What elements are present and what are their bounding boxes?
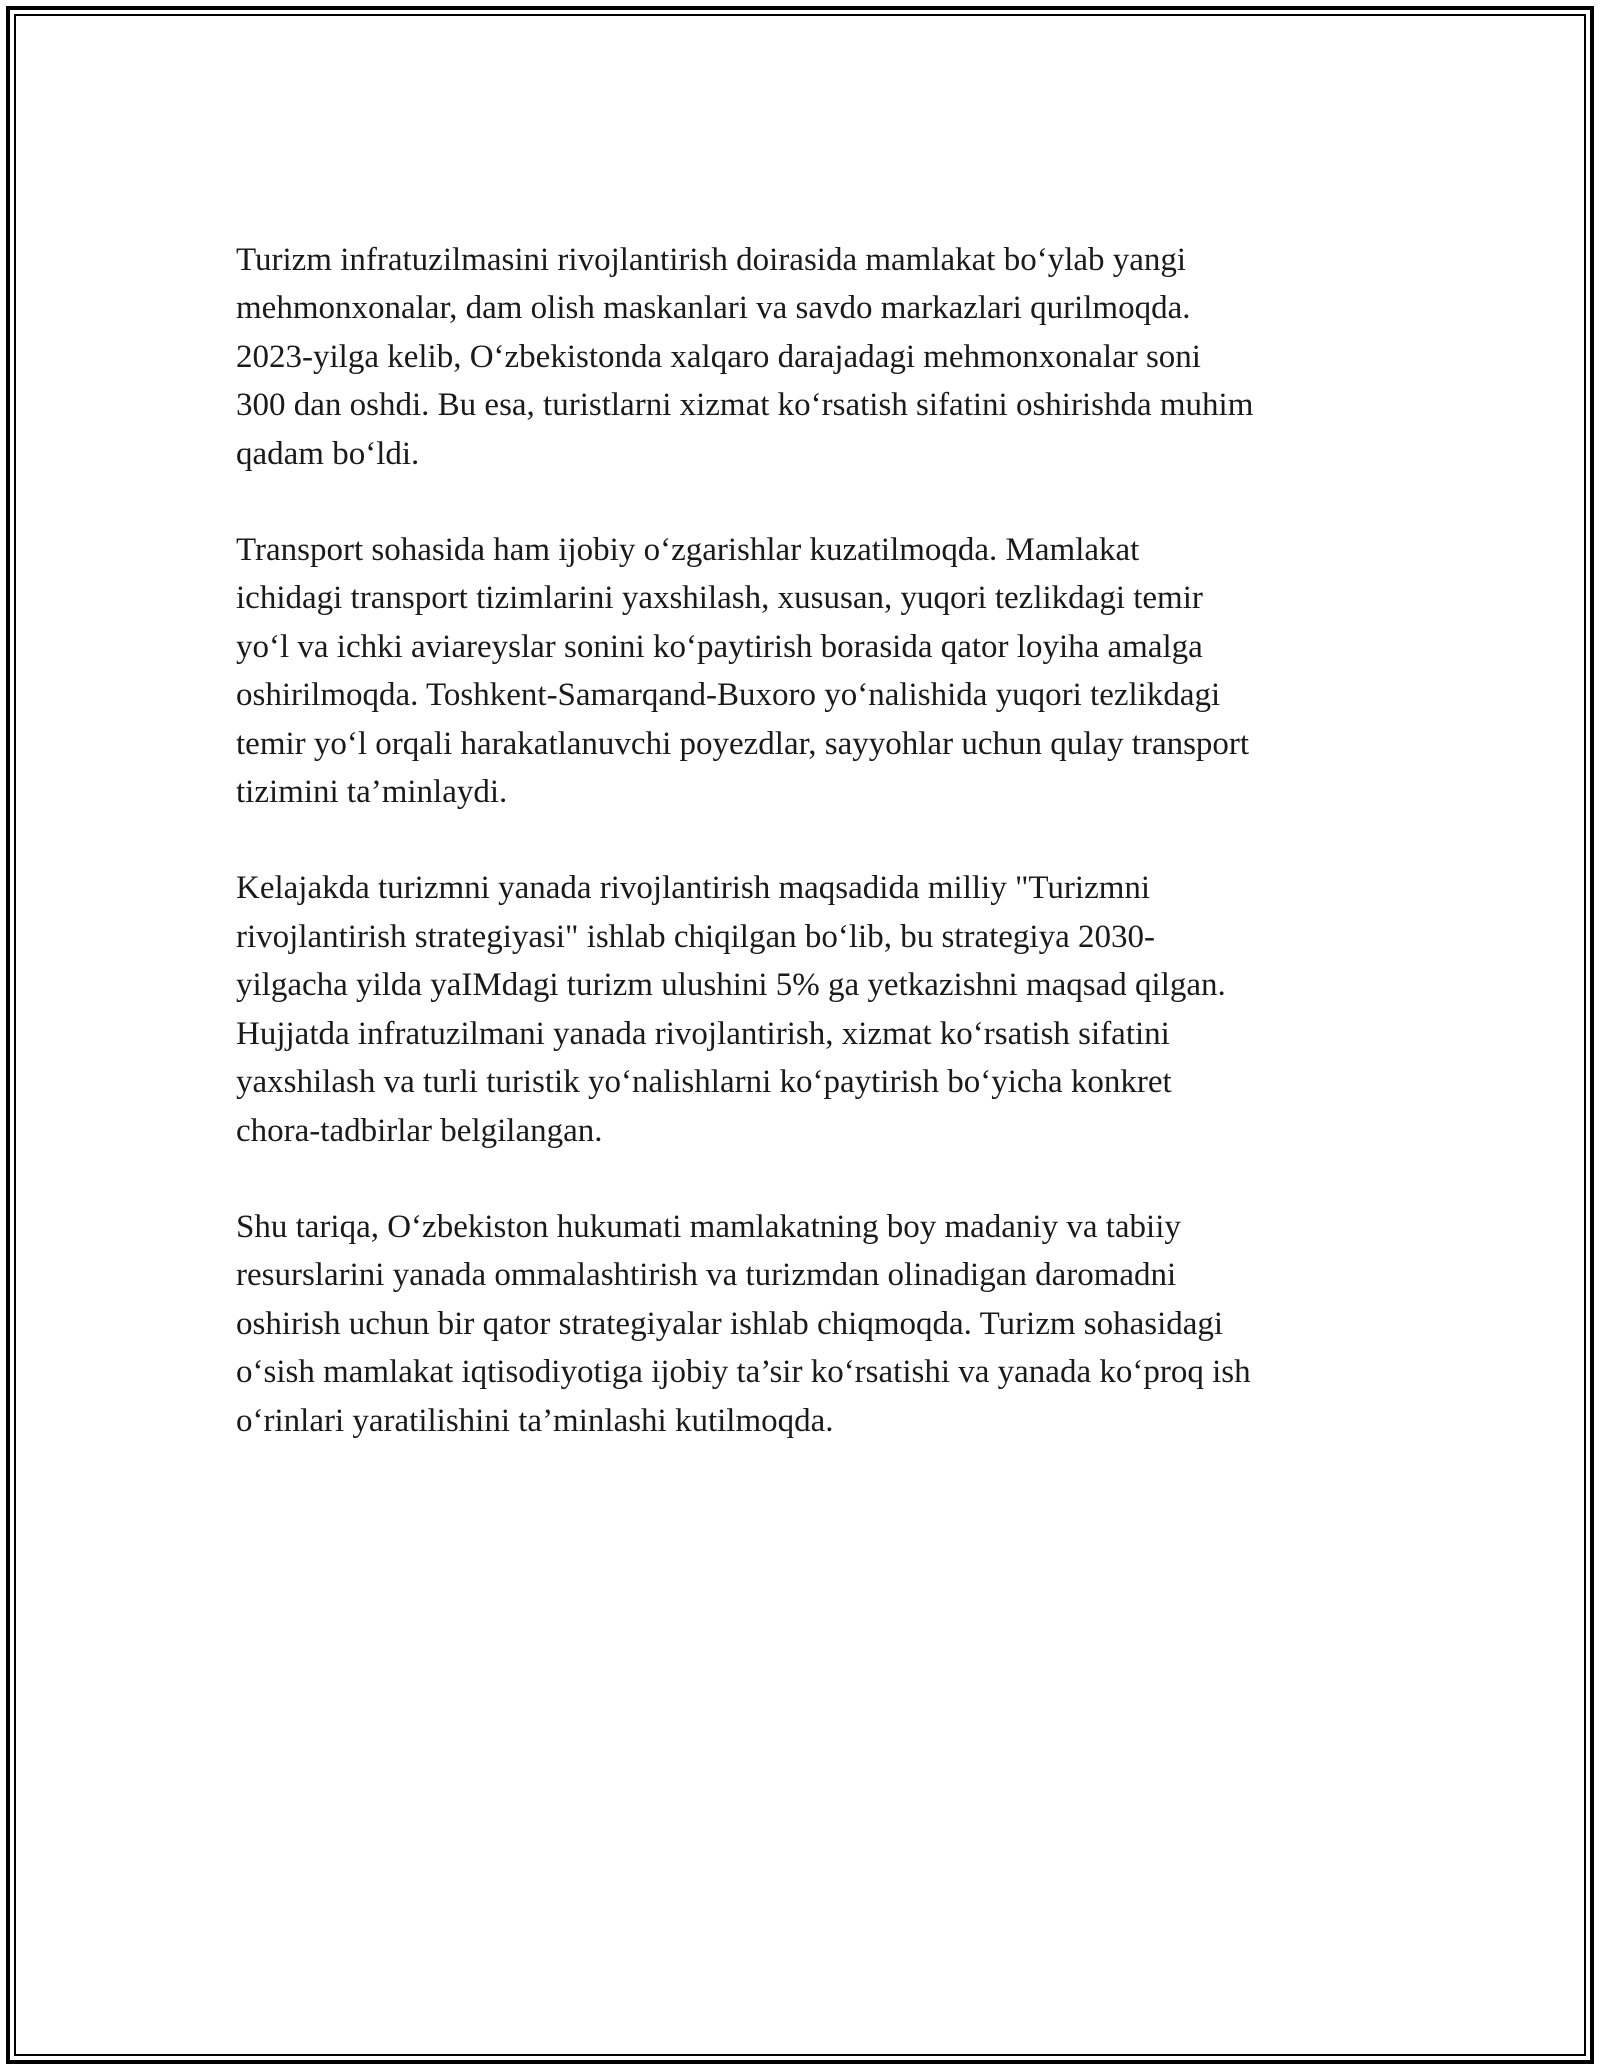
paragraph-transport: Transport sohasida ham ijobiy o‘zgarishlar kuzatilmoqda. Mamlakat ichidagi transport tizimlarini yaxshilash, xususan, yuqori tezlikdagi temir yo‘l va ichki aviareyslar sonini ko‘paytirish borasida qator loyiha amalga oshirilmoqda. Toshkent-Samarqand-Buxoro yo‘nalishida yuqori tezlikdagi temir yo‘l orqali harakatlanuvchi poyezdlar, sayyohlar uchun qulay transport tizimini ta’minlaydi. [236,532,1250,811]
paragraph-conclusion: Shu tariqa, O‘zbekiston hukumati mamlakatning boy madaniy va tabiiy resurslarini yanada ommalashtirish va turizmdan olinadigan daromadni oshirish uchun bir qator strategiyalar ishlab chiqmoqda. Turizm sohasidagi o‘sish mamlakat iqtisodiyotiga ijobiy ta’sir ko‘rsatishi va yanada ko‘proq ish o‘rinlari yaratilishini ta’minlashi kutilmoqda. [236,1208,1251,1439]
paragraph-infrastructure: Turizm infratuzilmasini rivojlantirish doirasida mamlakat bo‘ylab yangi mehmonxonalar, dam olish maskanlari va savdo markazlari qurilmoqda. 2023-yilga kelib, O‘zbekistonda xalqaro darajadagi mehmonxonalar soni 300 dan oshdi. Bu esa, turistlarni xizmat ko‘rsatish sifatini oshirishda muhim qadam bo‘ldi. [236,242,1254,472]
document-body [236,236,1376,1493]
paragraph-strategy: Kelajakda turizmni yanada rivojlantirish maqsadida milliy "Turizmni rivojlantirish strategiyasi" ishlab chiqilgan bo‘lib, bu strategiya 2030- yilgacha yilda yaIMdagi turizm ulushini 5% ga yetkazishni maqsad qilgan. Hujjatda infratuzilmani yanada rivojlantirish, xizmat ko‘rsatish sifatini yaxshilash va turli turistik yo‘nalishlarni ko‘paytirish bo‘yicha konkret chora-tadbirlar belgilangan. [236,870,1226,1149]
